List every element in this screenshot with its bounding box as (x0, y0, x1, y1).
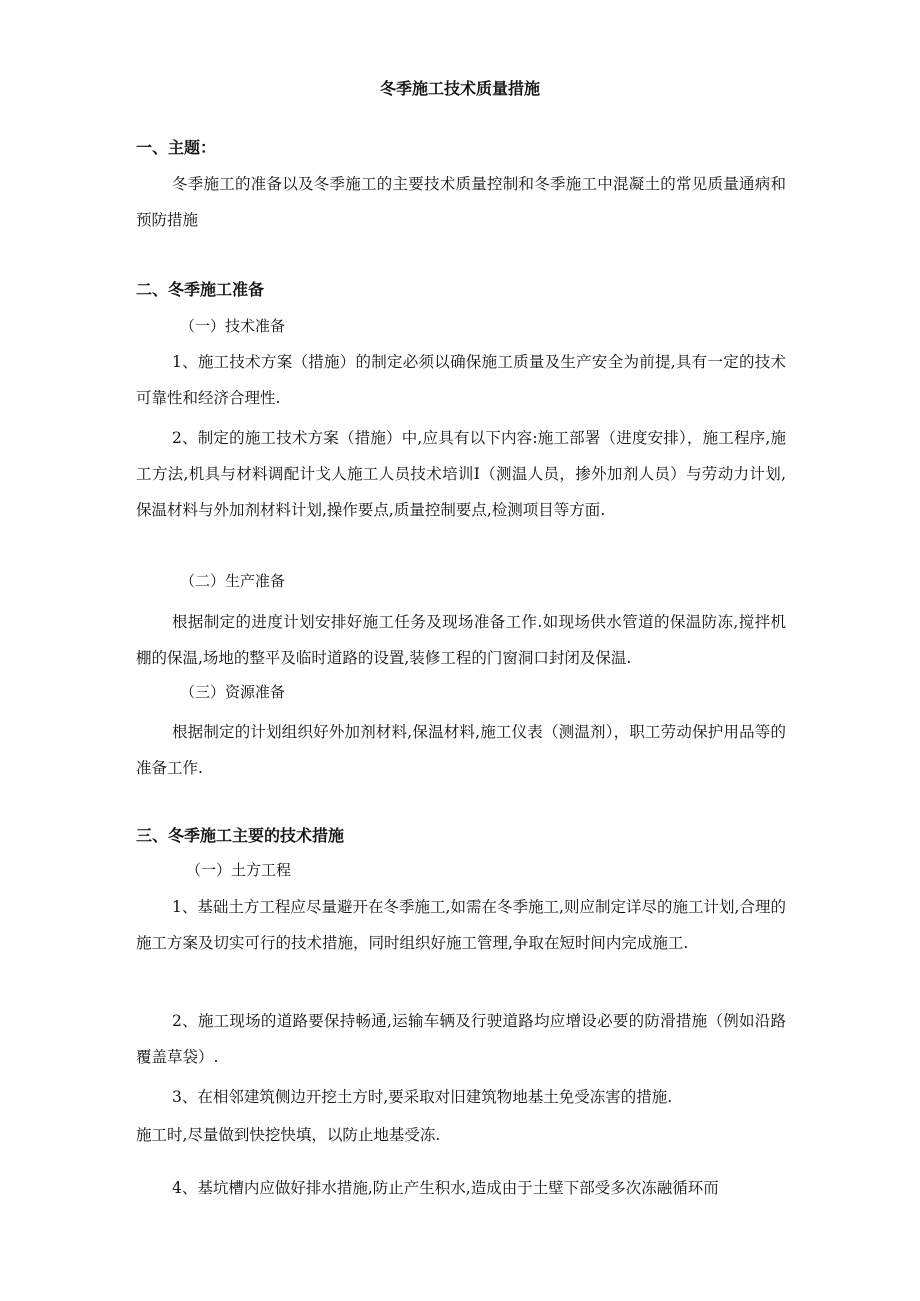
section-3-paragraph-4: 4、基坑槽内应做好排水措施,防止产生积水,造成由于土壁下部受多次冻融循环而 (172, 1179, 719, 1197)
section-3-paragraph-3-continued: 施工时,尽量做到快挖快填，以防止地基受冻. (136, 1126, 441, 1144)
section-1-paragraph: 冬季施工的准备以及冬季施工的主要技术质量控制和冬季施工中混凝土的常见质量通病和预防措施 (136, 175, 786, 229)
document-title: 冬季施工技术质量措施 (379, 79, 540, 98)
section-2-subheading-production: （二）生产准备 (180, 572, 286, 590)
section-3-paragraph-2: 2、施工现场的道路要保持畅通,运输车辆及行驶道路均应增设必要的防滑措施（例如沿路覆盖草袋）. (136, 1012, 786, 1066)
section-1-heading: 一、主题： (136, 138, 217, 157)
section-2-paragraph-2: 2、制定的施工技术方案（措施）中,应具有以下内容:施工部署（进度安排），施工程序,施工方法,机具与材料调配计戈人施工人员技术培训Ⅰ（测温人员，掺外加剂人员）与劳动力计划,保温材料与外加剂材料计划,操作要点,质量控制要点,检测项目等方面. (136, 429, 786, 519)
section-3-paragraph-1: 1、基础土方工程应尽量避开在冬季施工,如需在冬季施工,则应制定详尽的施工计划,合理的施工方案及切实可行的技术措施，同时组织好施工管理,争取在短时间内完成施工. (136, 898, 786, 952)
section-3-paragraph-3: 3、在相邻建筑侧边开挖土方时,要采取对旧建筑物地基土免受冻害的措施. (172, 1088, 673, 1106)
section-2-heading: 二、冬季施工准备 (136, 280, 265, 299)
section-2-subheading-technical: （一）技术准备 (180, 317, 286, 335)
section-2-paragraph-1: 1、施工技术方案（措施）的制定必须以确保施工质量及生产安全为前提,具有一定的技术可靠性和经济合理性. (136, 353, 786, 407)
section-2-paragraph-4: 根据制定的计划组织好外加剂材料,保温材料,施工仪表（测温剂），职工劳动保护用品等的准备工作. (136, 723, 786, 777)
section-3-subheading-earthwork: （一）土方工程 (186, 861, 292, 879)
section-2-subheading-resources: （三）资源准备 (180, 683, 286, 701)
section-2-paragraph-3: 根据制定的进度计划安排好施工任务及现场准备工作.如现场供水管道的保温防冻,搅拌机棚的保温,场地的整平及临时道路的设置,装修工程的门窗洞口封闭及保温. (136, 613, 786, 667)
section-3-heading: 三、冬季施工主要的技术措施 (136, 826, 345, 845)
